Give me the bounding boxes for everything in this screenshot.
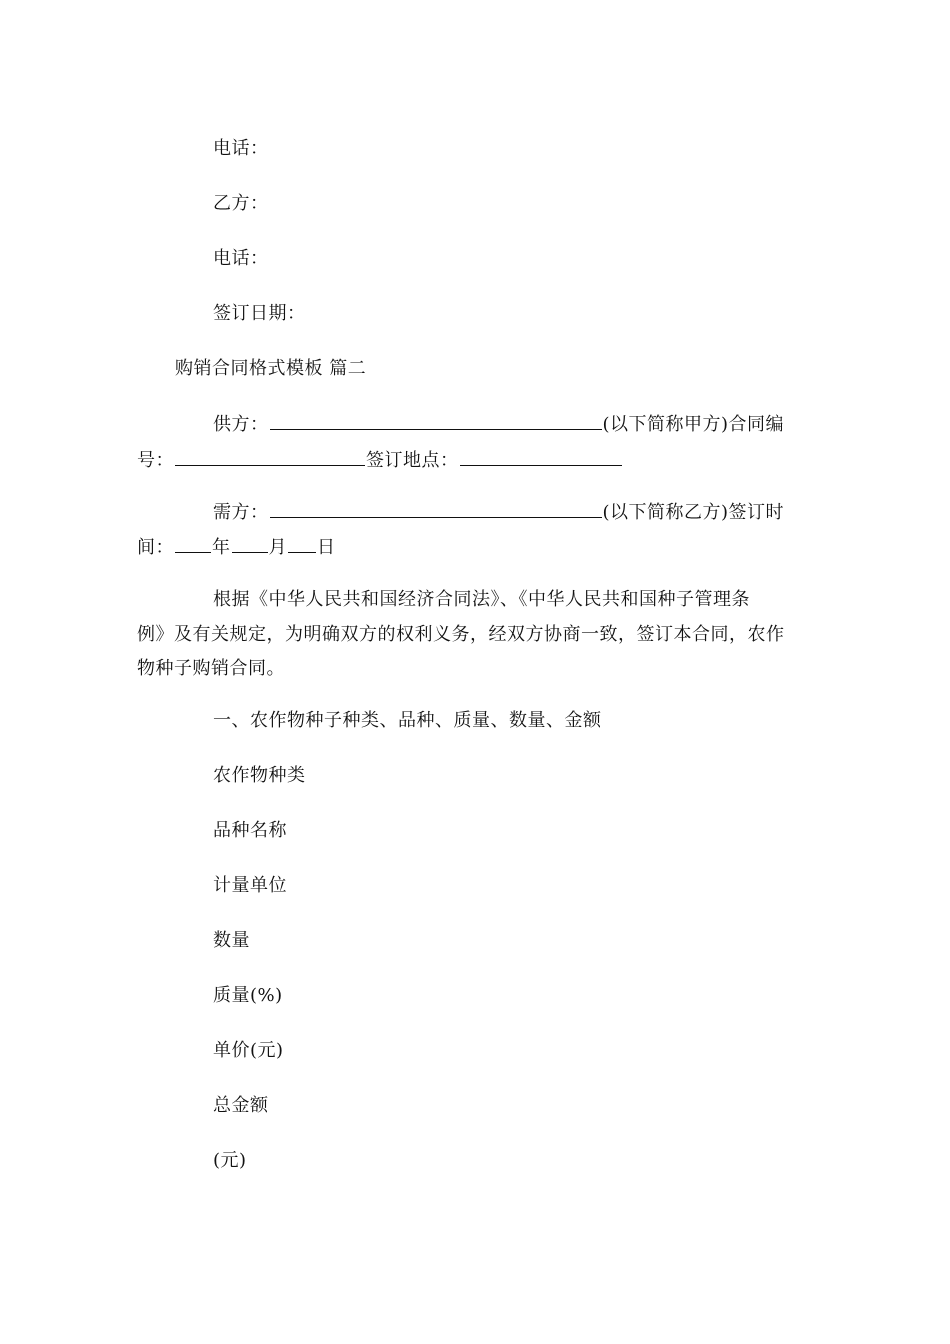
sign-place-blank [460, 447, 622, 466]
clause-item-total-unit: (元) [213, 1150, 247, 1171]
contract-no-blank [175, 447, 365, 466]
supplier-label: 供方： [213, 414, 269, 435]
buyer-line-1 [213, 499, 784, 526]
buyer-label: 需方： [213, 502, 269, 523]
clause-item-unit-price: 单价(元) [213, 1040, 284, 1061]
basis-line-1: 根据《中华人民共和国经济合同法》、《中华人民共和国种子管理条 [213, 589, 750, 610]
party-b-label: 乙方： [213, 193, 269, 214]
buyer-name-blank [270, 499, 602, 518]
day-label: 日 [317, 537, 336, 558]
clause-item-total-amount: 总金额 [213, 1095, 269, 1116]
supplier-suffix: (以下简称甲方)合同编 [602, 414, 785, 435]
clause-item-variety-name: 品种名称 [213, 820, 287, 841]
clause-item-quality: 质量(%) [213, 985, 283, 1006]
section-title: 购销合同格式模板 篇二 [175, 358, 367, 379]
contract-no-label: 号： [137, 450, 174, 471]
year-blank [175, 534, 211, 553]
sign-date-label: 签订日期： [213, 303, 306, 324]
clause-1-heading: 一、农作物种子种类、品种、质量、数量、金额 [213, 710, 602, 731]
year-label: 年 [212, 537, 231, 558]
clause-item-crop-type: 农作物种类 [213, 765, 306, 786]
clause-item-unit: 计量单位 [213, 875, 287, 896]
basis-line-3: 物种子购销合同。 [137, 658, 285, 679]
phone-label-2: 电话： [213, 248, 269, 269]
clause-item-quantity: 数量 [213, 930, 250, 951]
sign-place-label: 签订地点： [366, 450, 459, 471]
supplier-line-1 [213, 411, 784, 438]
buyer-line-2 [137, 534, 336, 561]
day-blank [288, 534, 316, 553]
supplier-name-blank [270, 411, 602, 430]
buyer-suffix: (以下简称乙方)签订时 [602, 502, 785, 523]
phone-label-1: 电话： [213, 138, 269, 159]
basis-line-2: 例》及有关规定，为明确双方的权利义务，经双方协商一致，签订本合同，农作 [137, 624, 785, 645]
sign-time-label: 间： [137, 537, 174, 558]
supplier-line-2 [137, 447, 623, 474]
month-blank [232, 534, 268, 553]
month-label: 月 [268, 537, 287, 558]
